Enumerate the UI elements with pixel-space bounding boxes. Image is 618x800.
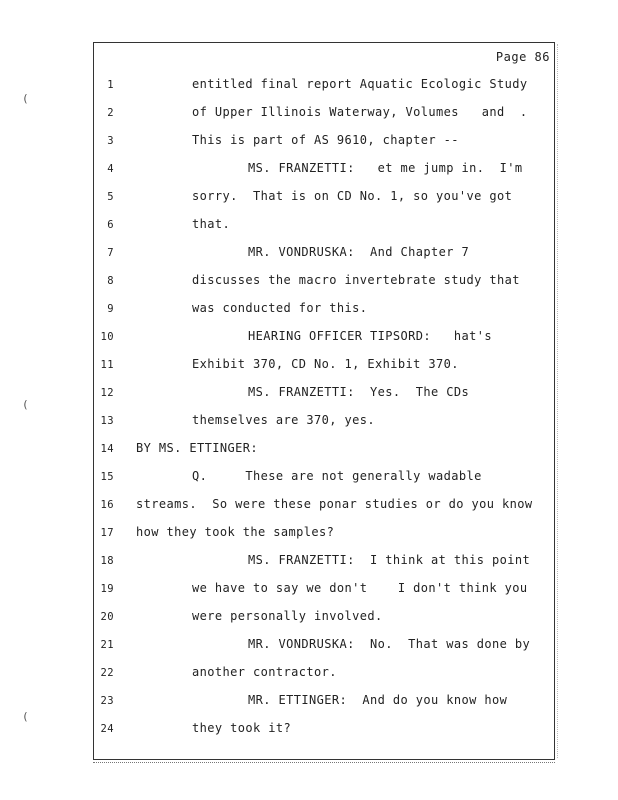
transcript-line [0, 413, 618, 433]
line-text: we have to say we don't I don't think you [192, 581, 528, 595]
line-number: 14 [100, 443, 114, 455]
line-number: 12 [100, 387, 114, 399]
line-number: 4 [107, 163, 114, 175]
transcript-line [0, 133, 618, 153]
line-number: 21 [100, 639, 114, 651]
binder-hole-mark: ( [22, 398, 29, 411]
binder-hole-mark: ( [22, 710, 29, 723]
line-text: MS. FRANZETTI: I think at this point [248, 553, 531, 567]
line-text: MR. VONDRUSKA: No. That was done by [248, 637, 531, 651]
transcript-line [0, 721, 618, 741]
line-text: another contractor. [192, 665, 337, 679]
transcript-line [0, 441, 618, 461]
line-text: entitled final report Aquatic Ecologic Study [192, 77, 528, 91]
transcript-line [0, 385, 618, 405]
transcript-line [0, 105, 618, 125]
transcript-line [0, 609, 618, 629]
line-number: 17 [100, 527, 114, 539]
transcript-line [0, 665, 618, 685]
transcript-line [0, 189, 618, 209]
transcript-line [0, 217, 618, 237]
transcript-line [0, 553, 618, 573]
line-text: Q. These are not generally wadable [192, 469, 482, 483]
line-number: 10 [100, 331, 114, 343]
line-text: were personally involved. [192, 609, 383, 623]
line-number: 19 [100, 583, 114, 595]
line-number: 3 [107, 135, 114, 147]
line-text: HEARING OFFICER TIPSORD: hat's [248, 329, 492, 343]
line-text: This is part of AS 9610, chapter -- [192, 133, 459, 147]
line-text: MR. VONDRUSKA: And Chapter 7 [248, 245, 470, 259]
transcript-line [0, 693, 618, 713]
line-number: 7 [107, 247, 114, 259]
transcript-line [0, 637, 618, 657]
transcript-line [0, 161, 618, 181]
line-number: 13 [100, 415, 114, 427]
line-text: MS. FRANZETTI: Yes. The CDs [248, 385, 470, 399]
line-text: how they took the samples? [136, 525, 335, 539]
line-text: of Upper Illinois Waterway, Volumes and . [192, 105, 528, 119]
transcript-line [0, 245, 618, 265]
line-text: BY MS. ETTINGER: [136, 441, 258, 455]
transcript-line [0, 497, 618, 517]
line-number: 11 [100, 359, 114, 371]
line-text: that. [192, 217, 231, 231]
bottom-rule [93, 762, 555, 765]
line-text: they took it? [192, 721, 292, 735]
page-number: Page 86 [495, 50, 550, 64]
transcript-line [0, 357, 618, 377]
transcript-line [0, 273, 618, 293]
line-number: 9 [107, 303, 114, 315]
transcript-line [0, 581, 618, 601]
line-text: was conducted for this. [192, 301, 368, 315]
transcript-line [0, 525, 618, 545]
transcript-line [0, 329, 618, 349]
transcript-line [0, 469, 618, 489]
line-text: MR. ETTINGER: And do you know how [248, 693, 508, 707]
line-number: 23 [100, 695, 114, 707]
line-number: 6 [107, 219, 114, 231]
binder-hole-mark: ( [22, 92, 29, 105]
line-number: 22 [100, 667, 114, 679]
line-text: themselves are 370, yes. [192, 413, 375, 427]
line-number: 5 [107, 191, 114, 203]
line-number: 8 [107, 275, 114, 287]
line-text: sorry. That is on CD No. 1, so you've got [192, 189, 513, 203]
line-text: streams. So were these ponar studies or do you know [136, 497, 533, 511]
line-number: 24 [100, 723, 114, 735]
line-number: 18 [100, 555, 114, 567]
line-number: 15 [100, 471, 114, 483]
line-number: 1 [107, 79, 114, 91]
line-text: MS. FRANZETTI: et me jump in. I'm [248, 161, 523, 175]
line-number: 2 [107, 107, 114, 119]
line-text: Exhibit 370, CD No. 1, Exhibit 370. [192, 357, 459, 371]
transcript-line [0, 77, 618, 97]
line-number: 20 [100, 611, 114, 623]
line-text: discusses the macro invertebrate study that [192, 273, 520, 287]
transcript-line [0, 301, 618, 321]
line-number: 16 [100, 499, 114, 511]
